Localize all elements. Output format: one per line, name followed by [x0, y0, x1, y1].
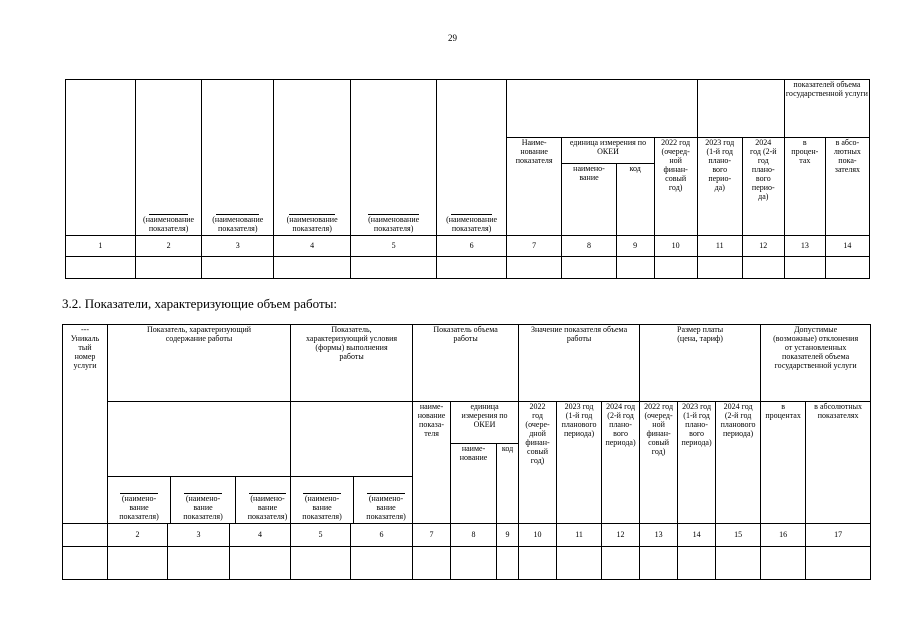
empty-cell [291, 547, 351, 580]
content-subheaders [108, 402, 291, 524]
col-number: 14 [678, 524, 716, 547]
col-number: 7 [506, 236, 561, 257]
table1-volume-header: показателей объема государственной услуги [784, 80, 869, 138]
col-number: 2 [108, 524, 168, 547]
empty-cell [451, 547, 497, 580]
table2-name-header: (наимено- вание показателя) [171, 477, 236, 524]
col-number: 12 [602, 524, 640, 547]
continued-quality-indicators-table [65, 79, 870, 279]
empty-cell [742, 257, 784, 279]
deviation-percent-header: в процентах [761, 402, 806, 524]
table1-unit-code-header: код [616, 164, 654, 236]
col-number: 15 [716, 524, 761, 547]
table1-empty-row [66, 257, 870, 279]
empty-cell [519, 547, 557, 580]
table1-cell [506, 80, 697, 138]
empty-cell [654, 257, 697, 279]
col-number: 11 [697, 236, 742, 257]
table1-absolute-header: в абсо- лютных пока- зателях [825, 138, 869, 236]
empty-cell [562, 257, 616, 279]
deviation-header: Допустимые (возможные) отклонения от установленных показателей объема государственной услуги [761, 325, 871, 402]
value-2024-header: 2024 год (2-й год плано- вого периода) [602, 402, 640, 524]
empty-cell [697, 257, 742, 279]
table1-unit-header: единица измерения по ОКЕИ [562, 138, 654, 164]
table2-name-header: (наимено- вание показателя) [291, 477, 354, 524]
col-number: 1 [66, 236, 136, 257]
volume-unit-code-header: код [497, 444, 519, 524]
empty-cell [66, 257, 136, 279]
conditions-indicator-header: Показатель, характеризующий условия (формы) выполнения работы [291, 325, 413, 402]
table1-cell [66, 80, 136, 236]
value-2022-header: 2022 год (очере- дной финан- совый год) [519, 402, 557, 524]
col-number: 11 [557, 524, 602, 547]
deviation-absolute-header: в абсолютных показателях [806, 402, 871, 524]
empty-cell [806, 547, 871, 580]
col-number: 12 [742, 236, 784, 257]
empty-cell [602, 547, 640, 580]
empty-cell [274, 257, 351, 279]
volume-name-header: наиме- нование показа- теля [413, 402, 451, 524]
table1-unit-name-header: наимено- вание [562, 164, 616, 236]
value-2023-header: 2023 год (1-й год планового периода) [557, 402, 602, 524]
col-number: 13 [784, 236, 825, 257]
table2-name-header: (наимено- вание показателя) [354, 477, 413, 524]
table1-name-header: (наименование показателя) [351, 80, 437, 236]
col-number: 10 [654, 236, 697, 257]
table1-name-header: (наименование показателя) [274, 80, 351, 236]
empty-cell [108, 547, 168, 580]
table1-name-header: (наименование показателя) [437, 80, 507, 236]
empty-cell [202, 257, 274, 279]
empty-cell [351, 257, 437, 279]
col-number: 3 [168, 524, 230, 547]
table1-year-2022-header: 2022 год (очеред- ной финан- совый год) [654, 138, 697, 236]
empty-cell [168, 547, 230, 580]
col-number: 6 [437, 236, 507, 257]
col-number: 13 [640, 524, 678, 547]
empty-cell [640, 547, 678, 580]
col-number: 7 [413, 524, 451, 547]
empty-cell [437, 257, 507, 279]
table2-empty-row [63, 547, 871, 580]
empty-cell [557, 547, 602, 580]
empty-cell [761, 547, 806, 580]
col-number: 4 [230, 524, 291, 547]
empty-cell [616, 257, 654, 279]
col-number: 8 [562, 236, 616, 257]
empty-cell [506, 257, 561, 279]
empty-cell [135, 257, 202, 279]
empty-cell [351, 547, 413, 580]
col-number: 8 [451, 524, 497, 547]
fee-2024-header: 2024 год (2-й год планового периода) [716, 402, 761, 524]
table1-percent-header: в процен- тах [784, 138, 825, 236]
col-number: 10 [519, 524, 557, 547]
col-number: 4 [274, 236, 351, 257]
col-number: 6 [351, 524, 413, 547]
table2-column-numbers-row [63, 524, 871, 547]
empty-cell [497, 547, 519, 580]
section-title: 3.2. Показатели, характеризующие объем работы: [62, 296, 337, 311]
volume-unit-name-header: наиме- нование [451, 444, 497, 524]
table2-name-header: (наимено- вание показателя) [108, 477, 171, 524]
table1-indicator-name-header: Наиме- нование показателя [506, 138, 561, 236]
col-number: 2 [135, 236, 202, 257]
table1-name-header: (наименование показателя) [135, 80, 202, 236]
table1-year-2024-header: 2024 год (2-й год плано- вого перио- да) [742, 138, 784, 236]
col-number [63, 524, 108, 547]
conditions-subheaders [291, 402, 413, 524]
empty-cell [230, 547, 291, 580]
table1-year-2023-header: 2023 год (1-й год плано- вого перио- да) [697, 138, 742, 236]
col-number: 5 [291, 524, 351, 547]
col-number: 9 [497, 524, 519, 547]
volume-value-header: Значение показателя объема работы [519, 325, 640, 402]
table1-column-numbers-row [66, 236, 870, 257]
empty-cell [413, 547, 451, 580]
volume-indicator-header: Показатель объема работы [413, 325, 519, 402]
col-number: 16 [761, 524, 806, 547]
volume-unit-header: единица измерения по ОКЕИ [451, 402, 519, 444]
fee-header: Размер платы (цена, тариф) [640, 325, 761, 402]
col-number: 14 [825, 236, 869, 257]
content-indicator-header: Показатель, характеризующий содержание работы [108, 325, 291, 402]
col-number: 5 [351, 236, 437, 257]
col-number: 9 [616, 236, 654, 257]
unique-number-header: --- Уникаль тый номер услуги [63, 325, 108, 524]
empty-cell [63, 547, 108, 580]
table1-cell [697, 80, 784, 138]
empty-cell [716, 547, 761, 580]
empty-cell [825, 257, 869, 279]
fee-2022-header: 2022 год (очеред- ной финан- совый год) [640, 402, 678, 524]
page-number: 29 [448, 33, 457, 43]
table1-name-header: (наименование показателя) [202, 80, 274, 236]
fee-2023-header: 2023 год (1-й год плано- вого периода) [678, 402, 716, 524]
empty-cell [784, 257, 825, 279]
empty-cell [678, 547, 716, 580]
col-number: 3 [202, 236, 274, 257]
table2-name-header: (наимено- вание показателя) [236, 477, 291, 524]
work-volume-indicators-table [62, 324, 871, 580]
col-number: 17 [806, 524, 871, 547]
